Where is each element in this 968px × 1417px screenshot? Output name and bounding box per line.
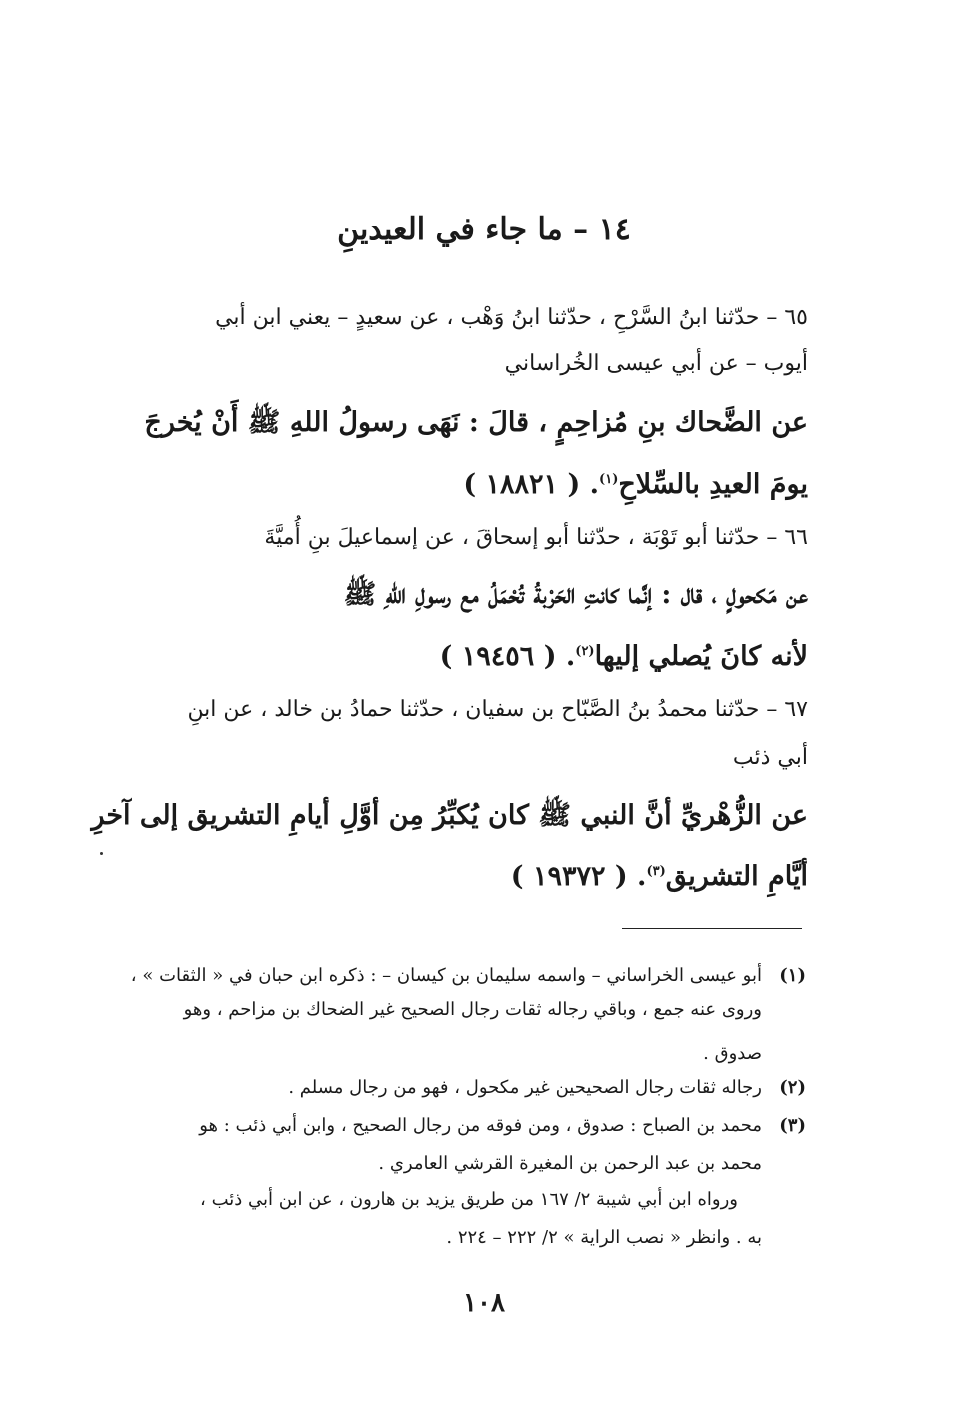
hadith-66-matn-line-1: عن مَكحولٍ ، قال : إنَّما كانتِ الحَرْبةُ تُحْمَلُ مع رسولِ اللهِ ﷺ (343, 579, 808, 610)
footnote-1-line-1 (104, 962, 806, 990)
hadith-66-matn-text: لأنه كانَ يُصلي إليها (594, 641, 808, 672)
footnote-3-line-4: به . وانظر « نصب الراية » ٢/ ٢٢٢ – ٢٢٤ . (446, 1227, 762, 1248)
hadith-67-matn-line-1: عن الزُّهْريِّ أنَّ النبي ﷺ كان يُكبِّرُ مِن أوَّلِ أيامِ التشريق إلى آخرِ (91, 800, 808, 831)
footnote-separator (622, 928, 802, 929)
hadith-65-matn-text: يومَ العيدِ بالسِّلاحِ (618, 469, 808, 500)
footnote-2-number: (٢) (779, 1077, 806, 1098)
hadith-65-reference: . ( ١٨٨٢١ ) (463, 469, 600, 500)
footnote-1-line-2: وروى عنه جمع ، وباقي رجاله ثقات رجال الصحيح غير الضحاك بن مزاحم ، وهو (183, 999, 762, 1020)
hadith-65-matn-line-1: عن الضَّحاك بنِ مُزاحِمٍ ، قالَ : نَهَى رسولُ اللهِ ﷺ أَنْ يُخرجَ (144, 407, 808, 438)
hadith-65-matn-line-2 (112, 460, 808, 505)
hadith-67-reference: . ( ١٩٣٧٢ ) (510, 861, 647, 892)
footnote-2-line-1 (104, 1074, 806, 1102)
chapter-title: ١٤ – ما جاء في العيدينِ (337, 212, 631, 247)
stray-mark (100, 852, 103, 855)
page-number: ١٠٨ (463, 1288, 505, 1318)
hadith-66-isnad-line-1: ٦٦ – حدّثنا أبو تَوْبَة ، حدّثنا أبو إسحاقَ ، عن إسماعيلَ بنِ أُميَّةَ (264, 525, 808, 550)
footnote-2-text: رجاله ثقات رجال الصحيحين غير مكحول ، فهو من رجال مسلم . (288, 1077, 762, 1098)
footnote-3-text: محمد بن الصباح : صدوق ، ومن فوقه من رجال الصحيح ، وابن أبي ذئب : هو (199, 1115, 762, 1136)
hadith-66-reference: . ( ١٩٤٥٦ ) (439, 641, 576, 672)
footnote-3-line-1 (104, 1112, 806, 1140)
footnote-1-line-3: صدوق . (703, 1043, 762, 1064)
footnote-1-number: (١) (779, 965, 806, 986)
hadith-65-isnad-line-1: ٦٥ – حدّثنا ابنُ السَّرْحِ ، حدّثنا ابنُ وَهْب ، عن سعيدٍ – يعني ابن أبي (215, 305, 808, 330)
footnote-1-text: أبو عيسى الخراساني – واسمه سليمان بن كيسان – : ذكره ابن حبان في « الثقات » ، (130, 965, 762, 986)
hadith-67-matn-text: أيَّامِ التشريق (665, 861, 808, 892)
hadith-67-matn-line-2 (112, 852, 808, 897)
footnote-3-line-2: محمد بن عبد الرحمن بن المغيرة القرشي العامري . (378, 1153, 762, 1174)
footnote-3-number: (٣) (779, 1115, 806, 1136)
hadith-66-matn-line-2 (112, 632, 808, 677)
hadith-67-isnad-line-1: ٦٧ – حدّثنا محمدُ بنُ الصَّبّاح بن سفيان ، حدّثنا حمادُ بن خالد ، عن ابنِ (187, 697, 808, 722)
footnote-marker: (٣) (646, 864, 666, 879)
hadith-65-isnad-line-2: أيوب – عن أبي عيسى الخُراساني (504, 351, 808, 376)
hadith-67-isnad-line-2: أبي ذئب (732, 745, 808, 770)
footnote-marker: (٢) (575, 644, 595, 659)
footnote-marker: (١) (599, 472, 619, 487)
footnote-3-line-3: ورواه ابن أبي شيبة ٢/ ١٦٧ من طريق يزيد بن هارون ، عن ابن أبي ذئب ، (200, 1189, 738, 1210)
